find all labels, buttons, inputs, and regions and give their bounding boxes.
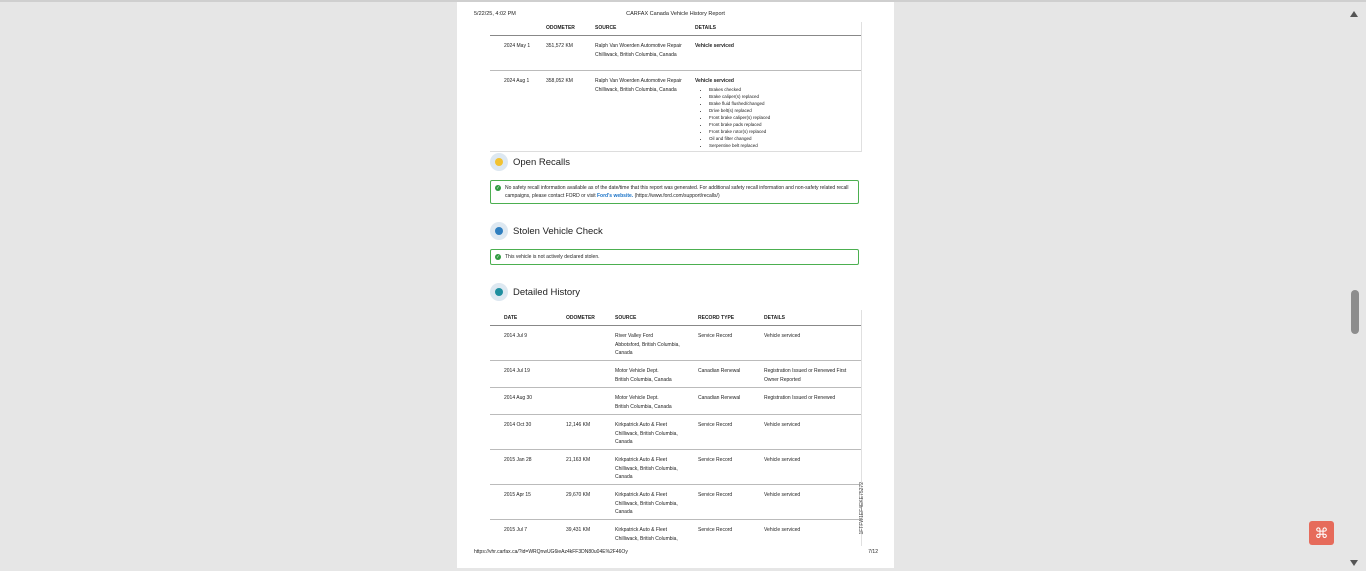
row-record-type: Service Record: [698, 457, 733, 463]
table-header: [490, 310, 861, 326]
col-details: DETAILS: [695, 25, 717, 31]
check-icon: ✓: [496, 254, 500, 259]
stolen-icon: [490, 222, 508, 240]
section-title: Open Recalls: [513, 156, 571, 168]
row-source: [615, 456, 695, 482]
col-record-type: RECORD TYPE: [698, 315, 735, 321]
col-date: DATE: [504, 315, 518, 321]
list-item: • Oil and filter changed: [709, 135, 855, 142]
vertical-scrollbar[interactable]: [1347, 2, 1366, 571]
stolen-check-section: [490, 222, 603, 240]
source-name: Motor Vehicle Dept.: [615, 395, 659, 401]
row-odometer: 351,572 KM: [546, 43, 573, 49]
source-location: Chilliwack, British Columbia, Canada: [615, 500, 678, 515]
source-name: Kirkpatrick Auto & Fleet: [615, 457, 667, 463]
row-source: [615, 332, 695, 358]
row-details: Registration Issued or Renewed First Owner Reported: [764, 368, 847, 383]
scroll-up-arrow-icon[interactable]: [1350, 11, 1358, 17]
source-location: Chilliwack, British Columbia, Canada: [615, 430, 678, 445]
col-source: SOURCE: [595, 25, 617, 31]
table-row: [490, 485, 861, 520]
list-item: • Drive belt(s) replaced: [709, 107, 855, 114]
row-date: 2014 Jul 19: [504, 368, 530, 374]
list-item: • Brake caliper(s) replaced: [709, 93, 855, 100]
source-name: Ralph Van Woerden Automotive Repair: [595, 78, 682, 84]
row-details: Vehicle serviced: [764, 422, 801, 428]
row-record-type: Canadian Renewal: [698, 368, 741, 374]
row-odometer: 12,146 KM: [566, 422, 591, 428]
row-source: [615, 421, 695, 447]
scroll-down-arrow-icon[interactable]: [1350, 560, 1358, 566]
list-item: • Serpentine belt replaced: [709, 142, 855, 149]
table-row: [490, 520, 861, 546]
row-source: [615, 491, 695, 517]
stolen-text: This vehicle is not actively declared stolen.: [505, 254, 600, 260]
row-source: [595, 77, 690, 94]
row-record-type: Service Record: [698, 422, 733, 428]
row-date: 2015 Apr 15: [504, 492, 531, 498]
history-table: [490, 310, 862, 546]
col-source: SOURCE: [615, 315, 637, 321]
source-location: Abbotsford, British Columbia, Canada: [615, 341, 680, 356]
row-record-type: Service Record: [698, 333, 733, 339]
table-row: [490, 388, 861, 415]
open-recalls-section: [490, 153, 570, 171]
row-date: 2024 May 1: [504, 43, 531, 49]
source-location: Chilliwack, British Columbia, Canada: [595, 51, 677, 58]
row-date: 2014 Jul 9: [504, 333, 528, 339]
row-details: Registration Issued or Renewed: [764, 395, 836, 401]
history-icon: [490, 283, 508, 301]
row-source: [615, 394, 695, 411]
list-item: • Brakes checked: [709, 86, 855, 93]
source-location: British Columbia, Canada: [615, 403, 672, 410]
row-details: Vehicle serviced: [764, 457, 801, 463]
ford-website-link[interactable]: Ford's website.: [596, 193, 634, 199]
recall-notice: [490, 180, 859, 204]
row-odometer: 29,670 KM: [566, 492, 591, 498]
row-odometer: 358,052 KM: [546, 78, 573, 84]
source-name: River Valley Ford: [615, 333, 653, 339]
source-location: Chilliwack, British Columbia, Canada: [595, 86, 677, 93]
table-header: [490, 22, 861, 36]
print-datetime: 5/22/25, 4:02 PM: [474, 11, 516, 17]
row-date: 2024 Aug 1: [504, 78, 530, 84]
source-location: Chilliwack, British Columbia,: [615, 535, 678, 542]
row-record-type: Canadian Renewal: [698, 395, 741, 401]
row-details: Vehicle serviced: [764, 492, 801, 498]
page-number: 7/12: [868, 549, 878, 555]
col-details: DETAILS: [764, 315, 786, 321]
source-location: Chilliwack, British Columbia, Canada: [615, 465, 678, 480]
recall-url: (https://www.ford.com/support/recalls/): [633, 193, 720, 199]
source-name: Kirkpatrick Auto & Fleet: [615, 422, 667, 428]
row-details: Vehicle serviced: [764, 527, 801, 533]
table-row: [490, 450, 861, 485]
report-title: CARFAX Canada Vehicle History Report: [626, 11, 725, 17]
detailed-history-section: [490, 283, 580, 301]
table-row: [490, 71, 861, 152]
list-item: • Brake fluid flushed/changed: [709, 100, 855, 107]
detail-title: Vehicle serviced: [695, 78, 734, 84]
list-item: • Front brake rotor(s) replaced: [709, 128, 855, 135]
col-odometer: ODOMETER: [566, 315, 595, 321]
row-source: [615, 526, 695, 543]
list-item: • Front brake caliper(s) replaced: [709, 114, 855, 121]
col-odometer: ODOMETER: [546, 25, 575, 31]
table-row: [490, 361, 861, 388]
pdf-page: [457, 2, 894, 568]
source-name: Motor Vehicle Dept.: [615, 368, 659, 374]
row-record-type: Service Record: [698, 492, 733, 498]
row-details: Vehicle serviced: [764, 333, 801, 339]
row-source: [615, 367, 695, 384]
detail-list: [695, 86, 855, 149]
row-odometer: 39,431 KM: [566, 527, 591, 533]
section-title: Detailed History: [513, 286, 581, 298]
row-date: 2015 Jul 7: [504, 527, 528, 533]
list-item: • Front brake pads replaced: [709, 121, 855, 128]
row-odometer: 21,163 KM: [566, 457, 591, 463]
page-url: https://vhr.carfax.ca/?id=WRQnwUG6ieAz4kFF3DN80u04E%2F46Oy: [474, 549, 628, 555]
row-detail: [695, 77, 855, 149]
recall-icon: [490, 153, 508, 171]
source-name: Kirkpatrick Auto & Fleet: [615, 527, 667, 533]
row-date: 2015 Jan 28: [504, 457, 532, 463]
section-title: Stolen Vehicle Check: [513, 225, 603, 237]
table-row: [490, 36, 861, 71]
table-row: [490, 326, 861, 361]
row-source: [595, 42, 690, 59]
source-location: British Columbia, Canada: [615, 376, 672, 383]
scrollbar-thumb[interactable]: [1351, 290, 1359, 334]
service-table: [490, 22, 862, 152]
table-row: [490, 415, 861, 450]
recall-text: No safety recall information available as of the date/time that this report was generated. For additional safety recall information and non-safety related recall campaigns, please contact FORD or visit: [505, 185, 849, 199]
row-date: 2014 Aug 30: [504, 395, 533, 401]
vin-margin-text: 1FTFW1EF4EKE75272: [859, 482, 865, 535]
source-name: Kirkpatrick Auto & Fleet: [615, 492, 667, 498]
acrobat-icon[interactable]: ⌘: [1309, 521, 1334, 545]
row-detail: Vehicle serviced: [695, 43, 734, 49]
source-name: Ralph Van Woerden Automotive Repair: [595, 43, 682, 49]
row-date: 2014 Oct 30: [504, 422, 532, 428]
row-record-type: Service Record: [698, 527, 733, 533]
stolen-notice: [490, 249, 859, 265]
check-icon: ✓: [496, 185, 500, 190]
